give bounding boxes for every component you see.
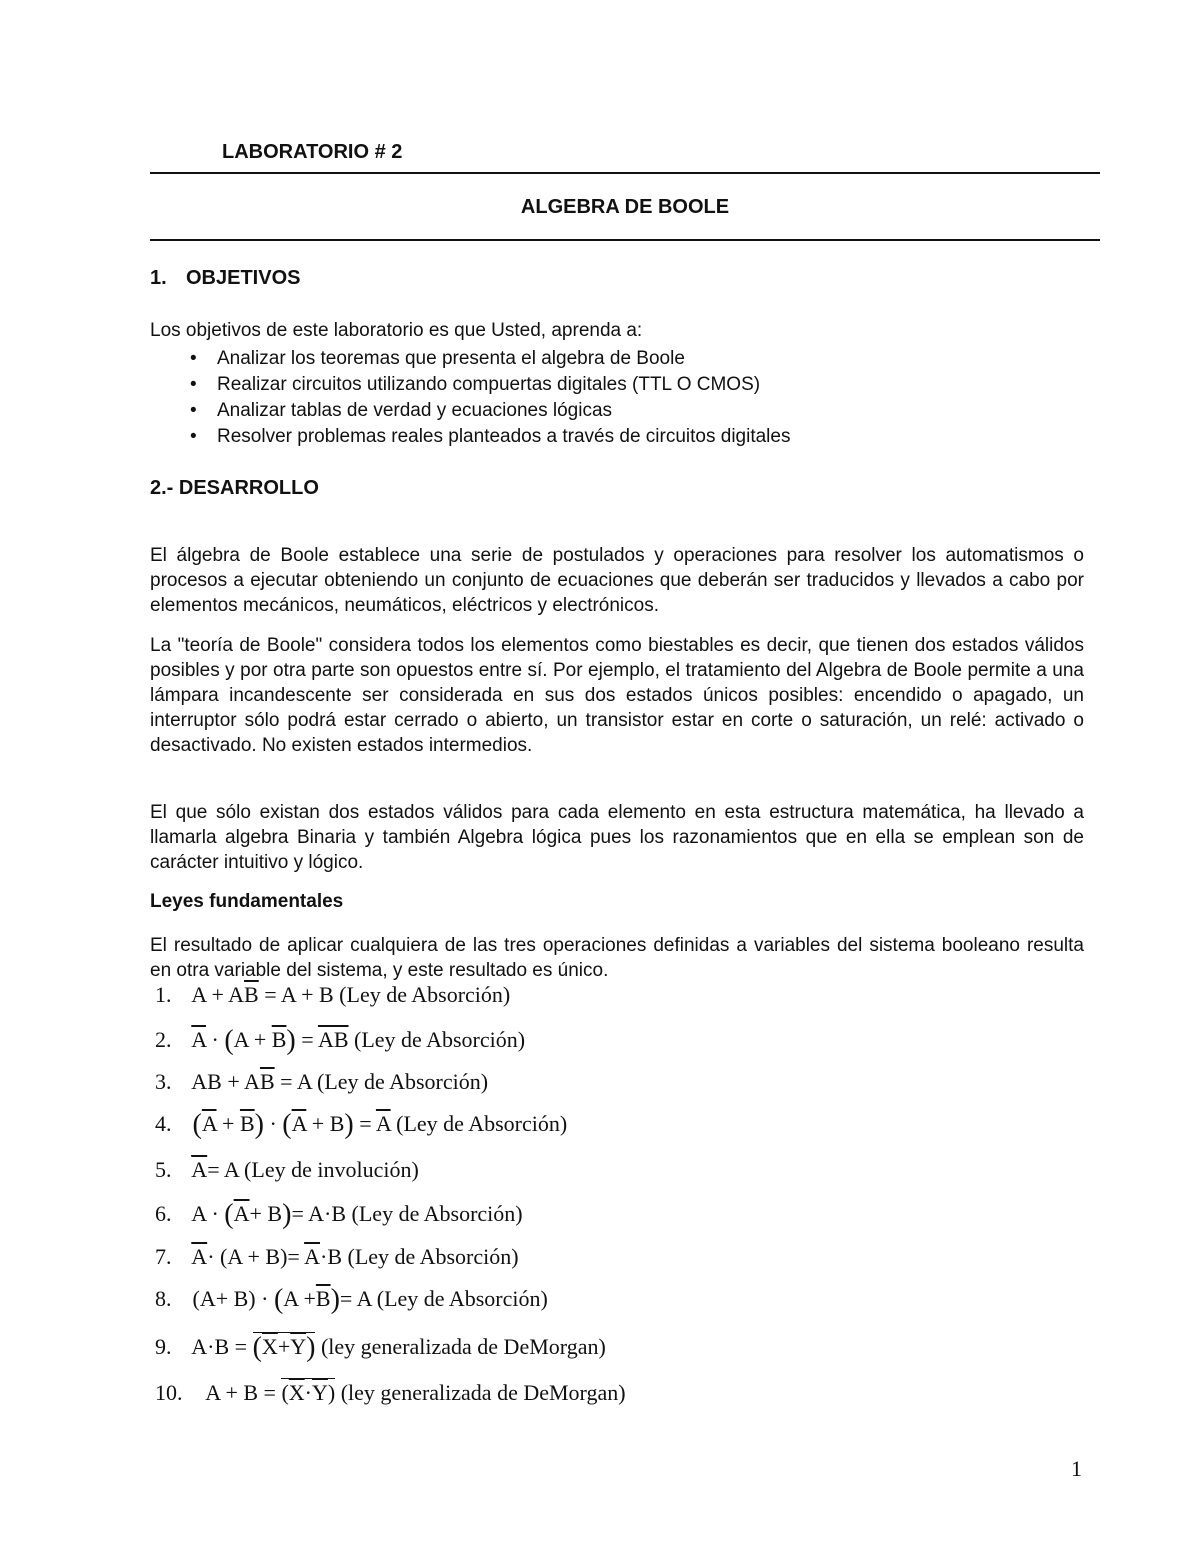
paragraph: El que sólo existan dos estados válidos para cada elemento en esta estructura matemática, ha llevado a llamarla algebra Binaria y también Algebra lógica pues los razonamientos que en ella se emplean son de carácter intuitivo y lógico. (150, 802, 1084, 873)
bullet-icon: • (190, 374, 197, 395)
law-formula: 2. $\overline{A} \cdot (A + \overline{B}) = \overline{AB}$ (Ley de Absorción) (155, 1025, 526, 1056)
law-formula: 10. $A + B = (\overline{X}\cdot\overline{Y})$ (ley generalizada de DeMorgan) (155, 1380, 626, 1405)
objectives-intro: Los objetivos de este laboratorio es que Usted, aprenda a: (150, 320, 643, 341)
paragraph: El álgebra de Boole establece una serie de postulados y operaciones para resolver los automatismos o procesos a ejecutar obteniendo un conjunto de ecuaciones que deberán ser traducidos y llevados a cabo por elementos mecánicos, neumáticos, eléctricos y electrónicos. (150, 545, 1084, 616)
list-item: • Realizar circuitos utilizando compuertas digitales (TTL O CMOS) (190, 372, 790, 398)
paragraph: La "teoría de Boole" considera todos los elementos como biestables es decir, que tienen dos estados válidos posibles y por otra parte son opuestos entre sí. Por ejemplo, el tratamiento del Algebra de Boole permite a una lámpara incandescente ser considerada en sus dos estados únicos posibles: encendido o apagado, un interruptor sólo podrá estar cerrado o abierto, un transistor estar en corte o saturación, un relé: activado o desactivado. No existen estados intermedios. (150, 635, 1084, 756)
desarrollo-heading: 2.- DESARROLLO (150, 477, 319, 499)
page-number: 1 (1071, 1456, 1082, 1481)
objectives-list (190, 346, 790, 450)
law-formula: 6. $A \cdot (\overline{A}+ B)= A\cdot B$ (Ley de Absorción) (155, 1199, 523, 1230)
divider-bottom (150, 239, 1100, 241)
divider-top (150, 172, 1100, 174)
bullet-icon: • (190, 348, 197, 369)
laws-intro: El resultado de aplicar cualquiera de las tres operaciones definidas a variables del sistema booleano resulta en otra variable del sistema, y este resultado es único. (150, 935, 1084, 981)
bullet-icon: • (190, 400, 197, 421)
objectives-heading-number: 1. (150, 267, 167, 289)
law-formula: 9. $A\cdot B = (\overline{X}+\overline{Y})$ (ley generalizada de DeMorgan) (155, 1332, 606, 1363)
objectives-heading (150, 267, 300, 290)
list-item: • Analizar tablas de verdad y ecuaciones lógicas (190, 398, 790, 424)
law-formula: 1. $A + A\overline{B} = A + B$ (Ley de Absorción) (155, 982, 511, 1007)
bullet-icon: • (190, 426, 197, 447)
laws-subheading: Leyes fundamentales (150, 891, 344, 912)
objectives-heading-text: OBJETIVOS (186, 267, 301, 289)
law-formula: 3. AB + $A\overline{B} = A$ (Ley de Absorción) (155, 1069, 489, 1094)
law-formula: 7. $\overline{A}\cdot (A + B)= \overline{A}\cdot B$ (Ley de Absorción) (155, 1244, 519, 1269)
subject-title: ALGEBRA DE BOOLE (520, 196, 730, 218)
list-item: • Analizar los teoremas que presenta el algebra de Boole (190, 346, 790, 372)
law-formula: 4. $(\overline{A} + \overline{B}) \cdot (\overline{A} + B) = \overline{A}$ (Ley de Absorción) (155, 1109, 568, 1140)
list-item: • Resolver problemas reales planteados a través de circuitos digitales (190, 424, 790, 450)
law-formula: 8. $(A+ B) \cdot (A +\overline{B})= A$ (Ley de Absorción) (155, 1284, 548, 1315)
lab-title: LABORATORIO # 2 (222, 141, 403, 163)
law-formula: 5. $\overline{A}= A$ (Ley de involución) (155, 1157, 419, 1182)
